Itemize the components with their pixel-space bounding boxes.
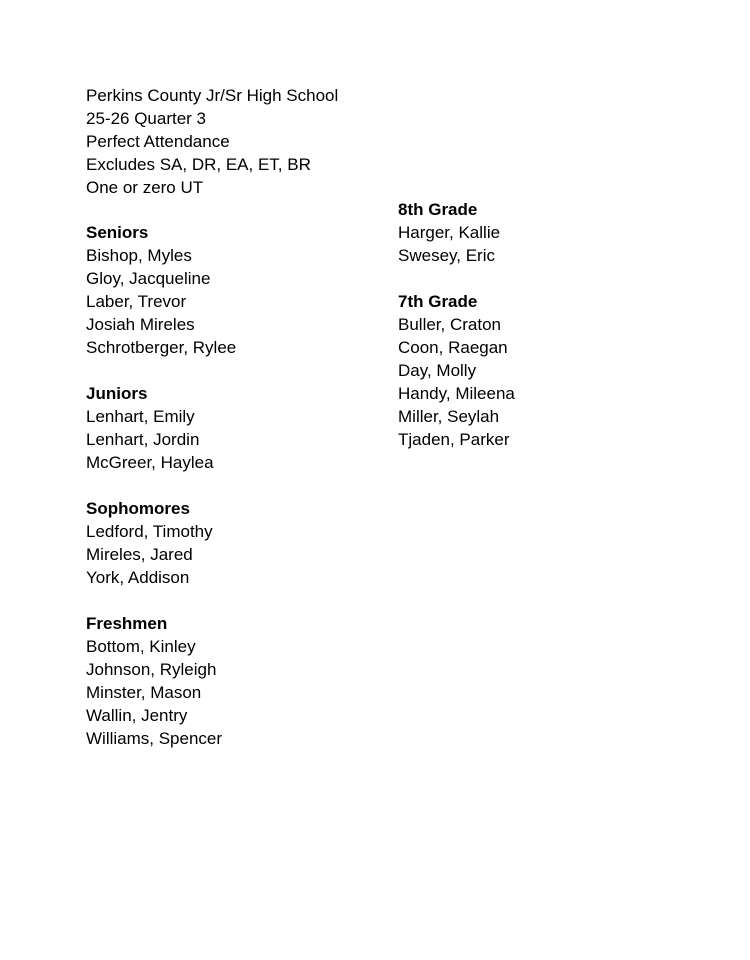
student-name: McGreer, Haylea bbox=[86, 453, 214, 472]
grade-group-juniors bbox=[86, 382, 376, 474]
student-name: Schrotberger, Rylee bbox=[86, 338, 237, 357]
document-title: Perfect Attendance bbox=[86, 132, 230, 151]
school-name: Perkins County Jr/Sr High School bbox=[86, 86, 339, 105]
student-name: Bishop, Myles bbox=[86, 246, 192, 265]
grade-group-7th-grade bbox=[398, 290, 698, 451]
student-name: Handy, Mileena bbox=[398, 384, 515, 403]
tardy-rule-note: One or zero UT bbox=[86, 178, 204, 197]
document-header bbox=[86, 84, 338, 199]
exclusions-note: Excludes SA, DR, EA, ET, BR bbox=[86, 155, 311, 174]
student-name: Ledford, Timothy bbox=[86, 522, 213, 541]
student-name: Lenhart, Jordin bbox=[86, 430, 200, 449]
student-name: Bottom, Kinley bbox=[86, 637, 196, 656]
grade-heading: Seniors bbox=[86, 223, 149, 242]
right-column bbox=[398, 198, 698, 474]
student-name: Day, Molly bbox=[398, 361, 477, 380]
student-name: Lenhart, Emily bbox=[86, 407, 195, 426]
student-name: Gloy, Jacqueline bbox=[86, 269, 211, 288]
grade-heading: 8th Grade bbox=[398, 200, 478, 219]
left-column bbox=[86, 221, 376, 773]
student-name: Mireles, Jared bbox=[86, 545, 193, 564]
student-name: Minster, Mason bbox=[86, 683, 202, 702]
student-name: Miller, Seylah bbox=[398, 407, 500, 426]
student-name: Harger, Kallie bbox=[398, 223, 501, 242]
grade-group-8th-grade bbox=[398, 198, 698, 267]
grade-heading: Sophomores bbox=[86, 499, 190, 518]
student-name: York, Addison bbox=[86, 568, 190, 587]
student-name: Swesey, Eric bbox=[398, 246, 495, 265]
grade-group-freshmen bbox=[86, 612, 376, 750]
student-name: Josiah Mireles bbox=[86, 315, 195, 334]
grade-group-sophomores bbox=[86, 497, 376, 589]
term-label: 25-26 Quarter 3 bbox=[86, 109, 207, 128]
grade-heading: Freshmen bbox=[86, 614, 168, 633]
student-name: Wallin, Jentry bbox=[86, 706, 188, 725]
student-name: Tjaden, Parker bbox=[398, 430, 510, 449]
grade-group-seniors bbox=[86, 221, 376, 359]
grade-heading: Juniors bbox=[86, 384, 148, 403]
student-name: Laber, Trevor bbox=[86, 292, 187, 311]
grade-heading: 7th Grade bbox=[398, 292, 478, 311]
student-name: Johnson, Ryleigh bbox=[86, 660, 217, 679]
student-name: Coon, Raegan bbox=[398, 338, 508, 357]
student-name: Buller, Craton bbox=[398, 315, 501, 334]
student-name: Williams, Spencer bbox=[86, 729, 223, 748]
